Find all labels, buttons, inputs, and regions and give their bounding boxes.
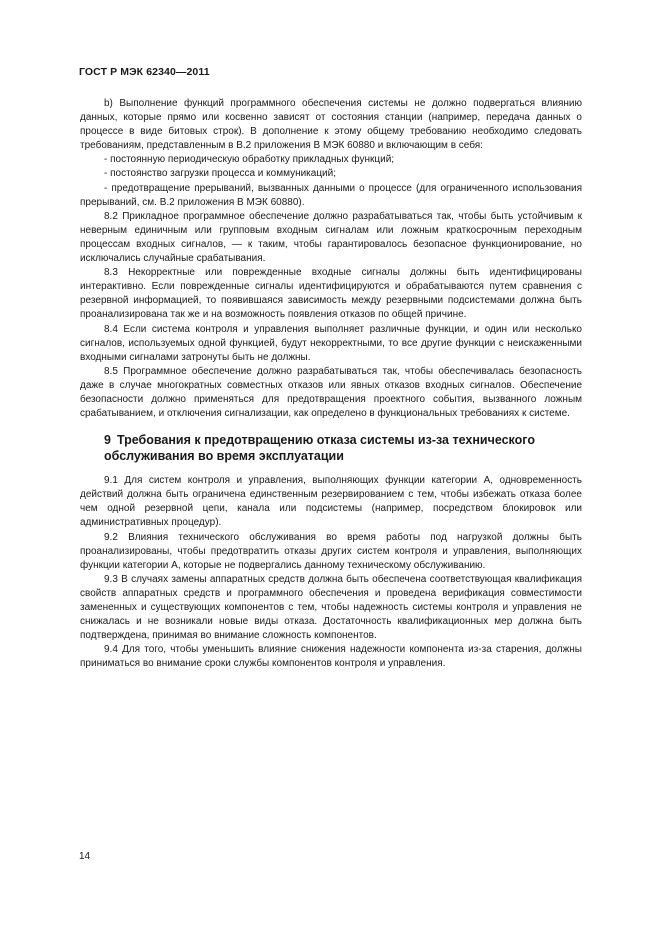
page-number: 14 [79, 851, 91, 862]
section-number: 9 [104, 433, 111, 448]
paragraph-9-4: 9.4 Для того, чтобы уменьшить влияние снижения надежности компонента из-за старения, должны приниматься во внимание сроки службы компонентов контроля и управления. [80, 644, 582, 670]
page-body [80, 97, 582, 671]
document-header: ГОСТ Р МЭК 62340—2011 [79, 66, 210, 78]
list-item: - постоянство загрузки процесса и коммуникаций; [104, 168, 337, 180]
paragraph-9-3: 9.3 В случаях замены аппаратных средств должна быть обеспечена соответствующая квалификация свойств аппаратных средств и программного обеспечения и проведена верификация совместимости замененных и существующих компонентов с тем, чтобы надежность системы контроля и управления не снижалась и не возникали новые виды отказа. Достаточность квалификационных мер должна быть подтверждена, принимая во внимание сложность компонентов. [80, 573, 582, 642]
paragraph-9-1: 9.1 Для систем контроля и управления, выполняющих функции категории А, одновременность действий должна быть ограничена единственным резервированием с тем, чтобы избежать отказа более чем одной резервной цепи, канала или подсистемы (например, посредством блокировок или административных процедур). [80, 475, 582, 529]
section-title: Требования к предотвращению отказа системы из-за технического обслуживания во время эксплуатации [104, 433, 535, 464]
paragraph-9-2: 9.2 Влияния технического обслуживания во время работы под нагрузкой должны быть проанализированы, чтобы предотвратить отказы других систем контроля и управления, выполняющих функции категории А, которые не подвергались данному техническому обслуживанию. [80, 531, 582, 571]
paragraph-8-4: 8.4 Если система контроля и управления выполняет различные функции, и один или несколько сигналов, используемых одной функцией, будут некорректными, то все другие функции с неискаженными входными сигналами затронуты быть не должны. [80, 323, 582, 363]
list-item: - постоянную периодическую обработку прикладных функций; [104, 154, 395, 166]
paragraph-8-2: 8.2 Прикладное программное обеспечение должно разрабатываться так, чтобы быть устойчивым к неверным единичным или групповым входным сигналам или ложным краткосрочным переходным процессам входных сигналов, — к таким, чтобы гарантировалось безопасное функционирование, но исключались случайные срабатывания. [80, 210, 582, 265]
paragraph-8-3: 8.3 Некорректные или поврежденные входные сигналы должны быть идентифицированы интерактивно. Если поврежденные сигналы идентифицируются и обрабатываются путем сравнения с резервной информацией, то появившаяся зависимость между резервными подсистемами должна быть проанализирована так же и на возможность появления отказов по общей причине. [80, 267, 582, 321]
paragraph-8-5: 8.5 Программное обеспечение должно разрабатываться так, чтобы обеспечивалась безопасность даже в случае многократных совместных отказов или явных отказов входных сигналов. Обеспечение безопасности должно применяться для предотвращения проектного события, вызванного ложным срабатыванием, и отключения сигнализации, как определено в функциональных требованиях к системе. [80, 365, 582, 420]
list-item: - предотвращение прерываний, вызванных данными о процессе (для ограниченного использования прерываний, см. В.2 приложения В МЭК 60880). [80, 182, 582, 208]
paragraph-b: b) Выполнение функций программного обеспечения системы не должно подвергаться влиянию данных, которые прямо или косвенно зависят от состояния станции (например, передача данных о процессе в виде битовых строк). В дополнение к этому общему требованию необходимо следовать требованиям, представленным в В.2 приложения В МЭК 60880 и включающим в себя: [80, 98, 582, 152]
section-heading [80, 432, 582, 464]
